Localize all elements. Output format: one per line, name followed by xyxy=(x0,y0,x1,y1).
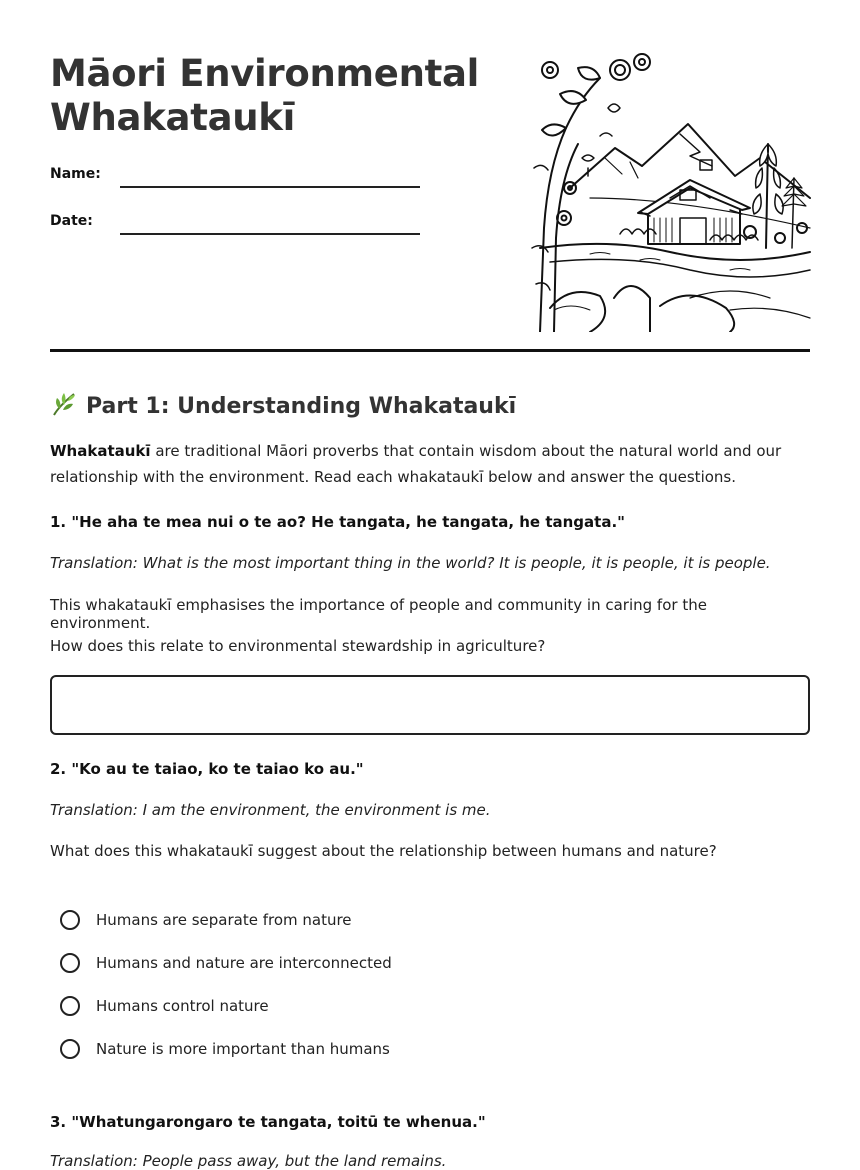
option-label: Humans are separate from nature xyxy=(96,911,352,929)
section-title-text: Part 1: Understanding Whakataukī xyxy=(86,394,517,419)
option-label: Humans and nature are interconnected xyxy=(96,954,392,972)
leaf-icon xyxy=(50,390,78,418)
question-2-option-1[interactable] xyxy=(60,908,352,932)
date-field[interactable] xyxy=(120,233,420,235)
intro-paragraph xyxy=(50,438,810,490)
question-1-prompt: How does this relate to environmental stewardship in agriculture? xyxy=(50,637,546,655)
section-title-part1 xyxy=(50,390,516,421)
header-divider xyxy=(50,349,810,352)
name-field[interactable] xyxy=(120,186,420,188)
radio-button[interactable] xyxy=(60,953,80,973)
page-title xyxy=(50,52,510,140)
name-label: Name: xyxy=(50,166,101,182)
intro-text: are traditional Māori proverbs that contain wisdom about the natural world and our relationship with the environment. Read each whakataukī below and answer the questions. xyxy=(50,442,782,486)
question-3-title: 3. "Whatungarongaro te tangata, toitū te whenua." xyxy=(50,1113,486,1131)
question-2-prompt: What does this whakataukī suggest about the relationship between humans and nature? xyxy=(50,842,717,860)
question-2-title: 2. "Ko au te taiao, ko te taiao ko au." xyxy=(50,760,364,778)
landscape-with-whare-illustration xyxy=(530,48,812,332)
question-2-option-4[interactable] xyxy=(60,1037,390,1061)
question-2-option-3[interactable] xyxy=(60,994,269,1018)
question-1-explanation: This whakataukī emphasises the importance of people and community in caring for the environment. xyxy=(50,596,707,632)
question-2-translation: Translation: I am the environment, the environment is me. xyxy=(50,801,491,819)
intro-term: Whakataukī xyxy=(50,442,151,460)
question-3-translation: Translation: People pass away, but the land remains. xyxy=(50,1152,447,1170)
question-1-title: 1. "He aha te mea nui o te ao? He tangata, he tangata, he tangata." xyxy=(50,513,625,531)
option-label: Humans control nature xyxy=(96,997,269,1015)
question-2-option-2[interactable] xyxy=(60,951,392,975)
radio-button[interactable] xyxy=(60,910,80,930)
page-title-line1: Māori Environmental xyxy=(50,52,480,95)
date-label: Date: xyxy=(50,213,93,229)
question-1-translation: Translation: What is the most important thing in the world? It is people, it is people, it is people. xyxy=(50,554,771,572)
option-label: Nature is more important than humans xyxy=(96,1040,390,1058)
question-1-answer-box[interactable] xyxy=(50,675,810,735)
radio-button[interactable] xyxy=(60,1039,80,1059)
radio-button[interactable] xyxy=(60,996,80,1016)
page-title-line2: Whakataukī xyxy=(50,96,295,139)
